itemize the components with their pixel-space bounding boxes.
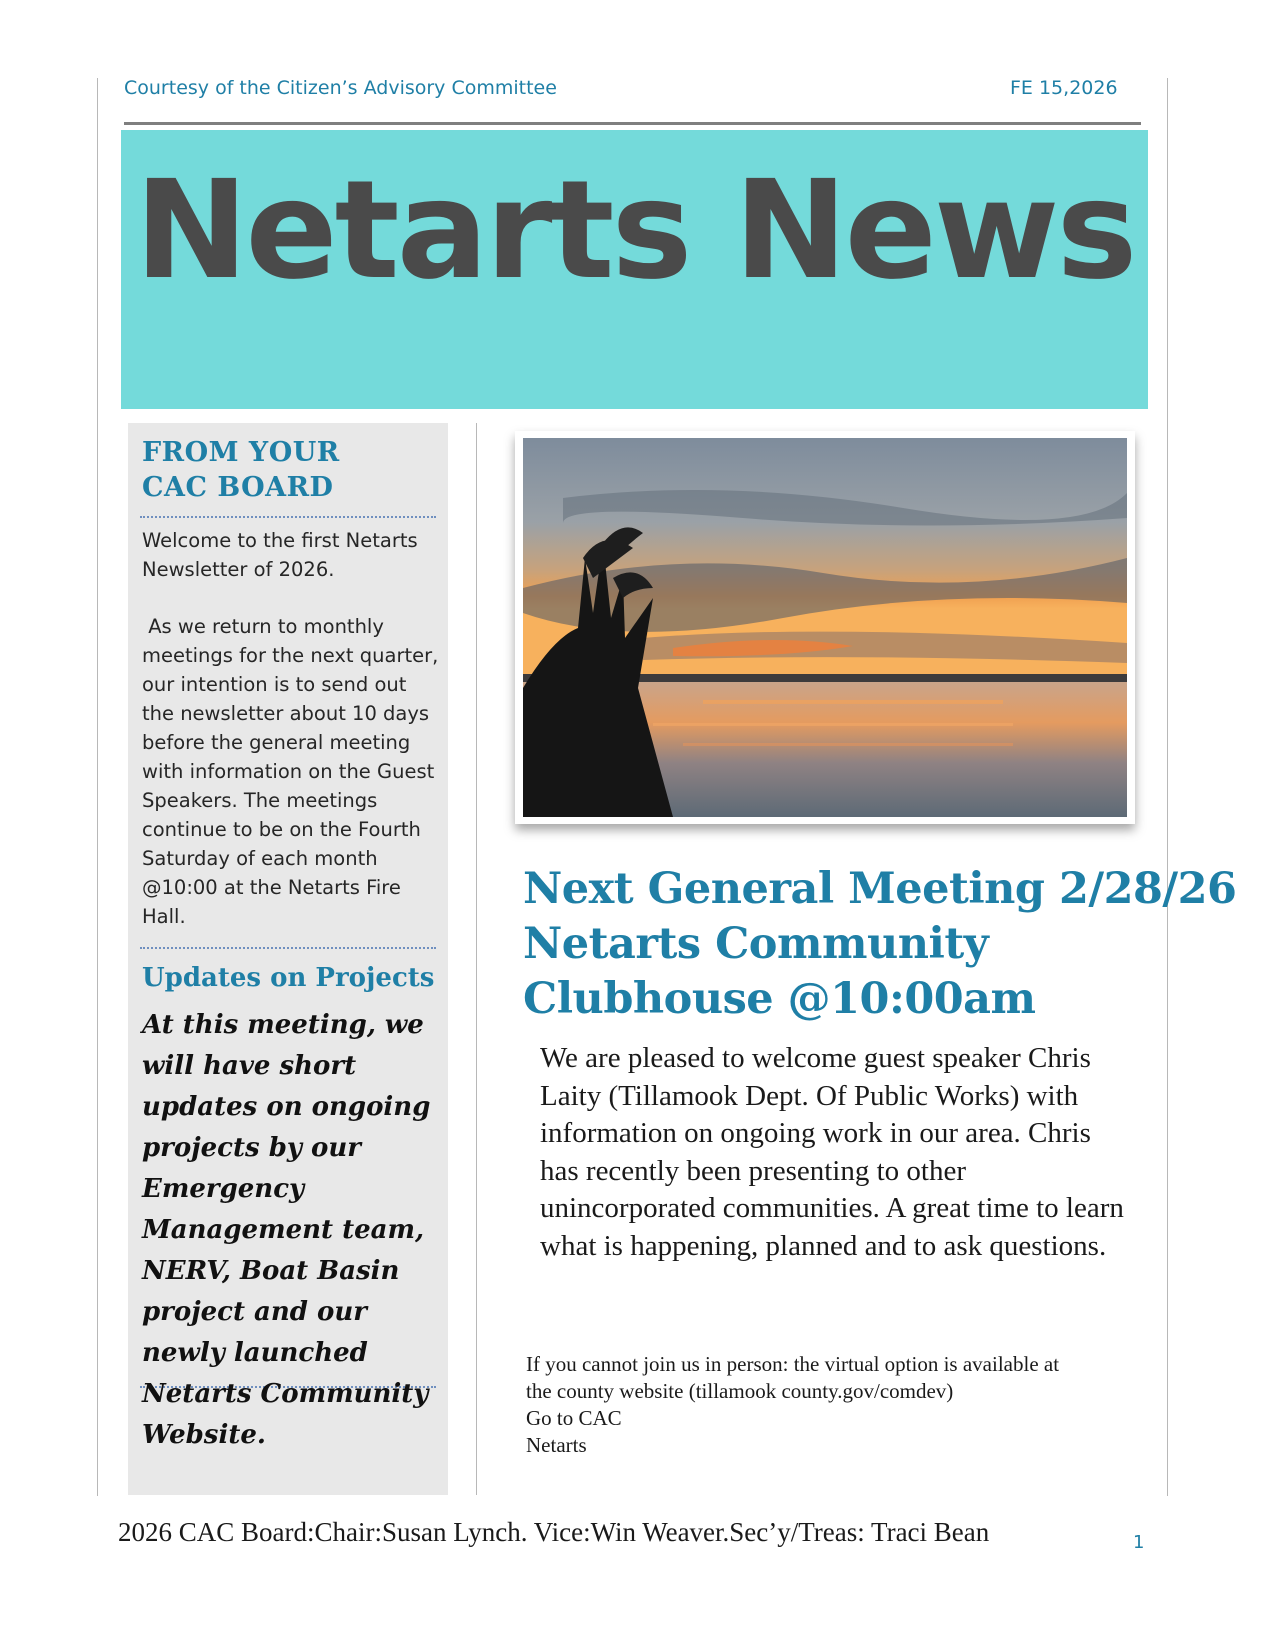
sunset-image	[523, 438, 1127, 817]
divider-dotted	[140, 516, 436, 518]
masthead-title: Netarts News	[134, 152, 1135, 310]
meetings-text: As we return to monthly meetings for the next quarter, our intention is to send out the newsletter about 10 days before the general meeting with information on the Guest Speakers. The meetings continue to be on the Fourth Saturday of each month @10:00 at the Netarts Fire Hall.	[142, 615, 445, 928]
meeting-heading-line3: Clubhouse @10:00am	[523, 974, 1036, 1024]
virtual-line1: If you cannot join us in person: the virtual option is available at	[526, 1352, 1060, 1376]
meeting-heading	[523, 862, 1263, 1027]
meeting-heading-line1: Next General Meeting 2/28/26	[523, 864, 1237, 914]
board-heading-line2: CAC BOARD	[142, 472, 334, 503]
guest-speaker-paragraph: We are pleased to welcome guest speaker Chris Laity (Tillamook Dept. Of Public Works) with information on ongoing work in our area. Chris has recently been presenting to other unincorporated communities. A great time to learn what is happening, planned and to ask questions.	[540, 1042, 1124, 1262]
projects-text: At this meeting, we will have short updates on ongoing projects by our Emergency Management team, NERV, Boat Basin project and our newly launched Netarts Community Website.	[142, 1010, 431, 1450]
left-margin-line	[97, 78, 98, 1496]
virtual-line4: Netarts	[526, 1433, 587, 1457]
right-margin-line	[1167, 78, 1168, 1496]
masthead-banner	[121, 130, 1148, 409]
header-rule	[124, 122, 1141, 125]
virtual-option	[526, 1351, 1146, 1459]
projects-heading: Updates on Projects	[142, 963, 435, 993]
page-number: 1	[1133, 1532, 1145, 1553]
column-divider	[476, 423, 477, 1495]
welcome-text: Welcome to the first Netarts Newsletter of 2026.	[142, 529, 418, 581]
board-heading	[142, 435, 340, 505]
board-heading-line1: FROM YOUR	[142, 437, 340, 468]
sunset-photo	[515, 431, 1135, 824]
issue-date: FE 15,2026	[1010, 77, 1118, 99]
sidebar	[128, 423, 448, 1495]
meeting-heading-line2: Netarts Community	[523, 919, 989, 969]
board-members-footer: 2026 CAC Board:Chair:Susan Lynch. Vice:Win Weaver.Sec’y/Treas: Traci Bean	[118, 1517, 990, 1547]
courtesy-line: Courtesy of the Citizen’s Advisory Committee	[124, 77, 557, 99]
virtual-line2: the county website (tillamook county.gov/comdev)	[526, 1379, 954, 1403]
divider-dotted	[140, 947, 436, 949]
virtual-line3: Go to CAC	[526, 1406, 622, 1430]
